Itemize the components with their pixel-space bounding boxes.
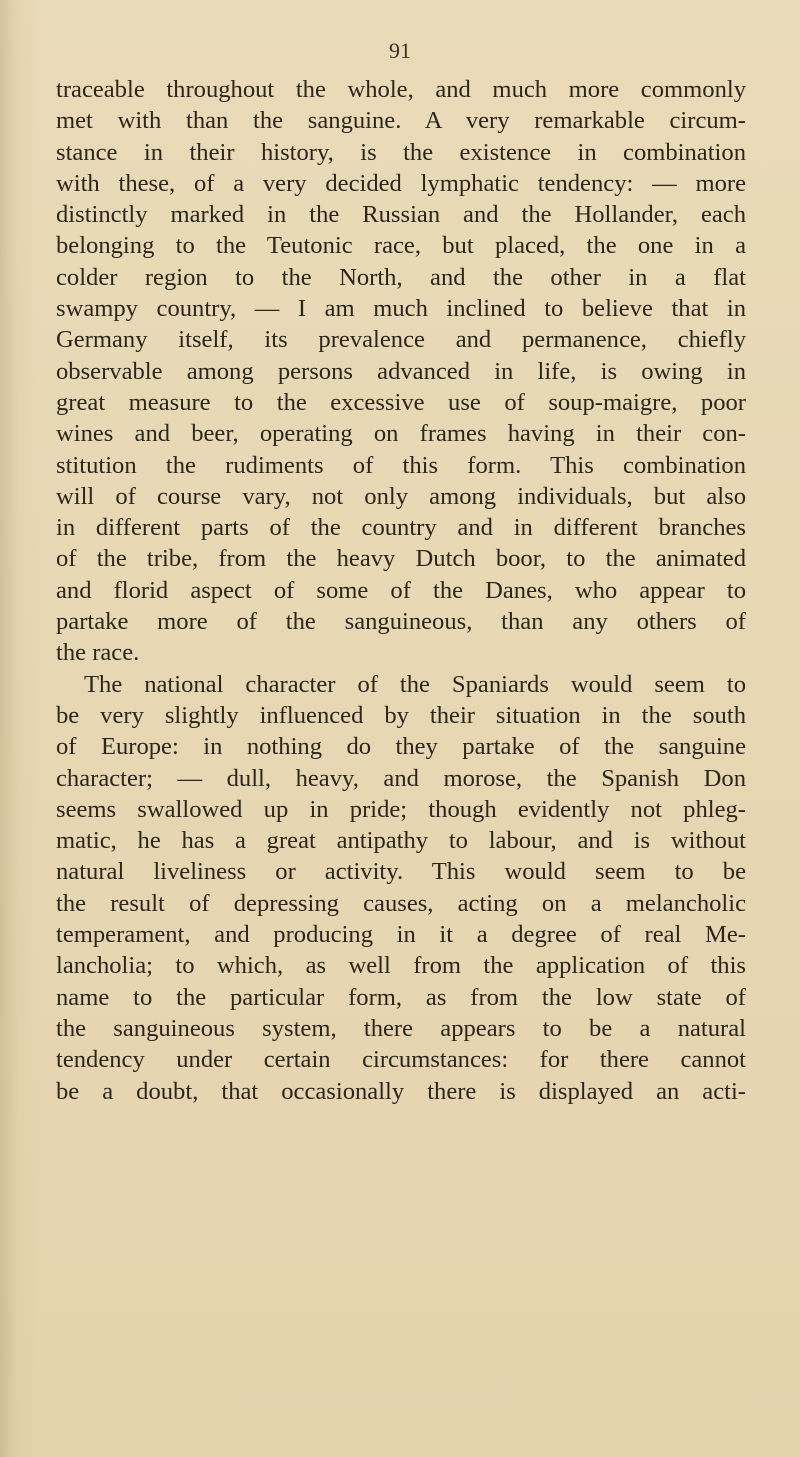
paragraph-start-line: The national character of the Spaniards would seem to — [84, 670, 746, 698]
text-line: natural liveliness or activity. This would seem to be — [56, 858, 746, 886]
text-line: the result of depressing causes, acting on a melancholic — [56, 889, 746, 917]
text-line: tendency under certain circumstances: for there cannot — [56, 1046, 746, 1074]
text-line: distinctly marked in the Russian and the Hollander, each — [56, 201, 746, 229]
text-line: with these, of a very decided lymphatic tendency: — more — [56, 169, 746, 197]
text-line: Germany itself, its prevalence and permanence, chiefly — [56, 326, 746, 354]
body-text — [56, 74, 746, 1107]
text-line: observable among persons advanced in life, is owing in — [56, 357, 746, 385]
text-line: character; — dull, heavy, and morose, the Spanish Don — [56, 764, 746, 792]
text-line: will of course vary, not only among individuals, but also — [56, 482, 746, 510]
text-line: partake more of the sanguineous, than any others of — [56, 608, 746, 636]
text-line: traceable throughout the whole, and much more commonly — [56, 76, 746, 103]
text-line: of the tribe, from the heavy Dutch boor, to the animated — [56, 545, 746, 573]
page-number: 91 — [389, 38, 411, 63]
text-line: be very slightly influenced by their situation in the south — [56, 701, 746, 729]
text-line: stance in their history, is the existence in combination — [56, 138, 746, 166]
text-line: wines and beer, operating on frames having in their con- — [56, 420, 746, 448]
text-line: great measure to the excessive use of soup-maigre, poor — [56, 388, 746, 416]
text-line: and florid aspect of some of the Danes, who appear to — [56, 576, 746, 604]
text-line: be a doubt, that occasionally there is displayed an acti- — [56, 1077, 746, 1105]
text-line: name to the particular form, as from the low state of — [56, 983, 746, 1011]
text-line: in different parts of the country and in different branches — [56, 514, 746, 542]
text-line: lancholia; to which, as well from the application of this — [56, 952, 746, 980]
text-line: colder region to the North, and the other in a flat — [56, 263, 746, 291]
text-line: stitution the rudiments of this form. This combination — [56, 451, 746, 479]
text-line: seems swallowed up in pride; though evidently not phleg- — [56, 795, 746, 823]
text-line: swampy country, — I am much inclined to believe that in — [56, 295, 746, 323]
text-line: matic, he has a great antipathy to labour, and is without — [56, 827, 746, 855]
text-line: temperament, and producing in it a degree of real Me- — [56, 921, 746, 949]
paragraph-end-line: the race. — [56, 639, 140, 667]
text-line: met with than the sanguine. A very remarkable circum- — [56, 107, 746, 135]
text-line: the sanguineous system, there appears to be a natural — [56, 1014, 746, 1042]
text-line: belonging to the Teutonic race, but placed, the one in a — [56, 232, 746, 260]
text-line: of Europe: in nothing do they partake of the sanguine — [56, 733, 746, 761]
